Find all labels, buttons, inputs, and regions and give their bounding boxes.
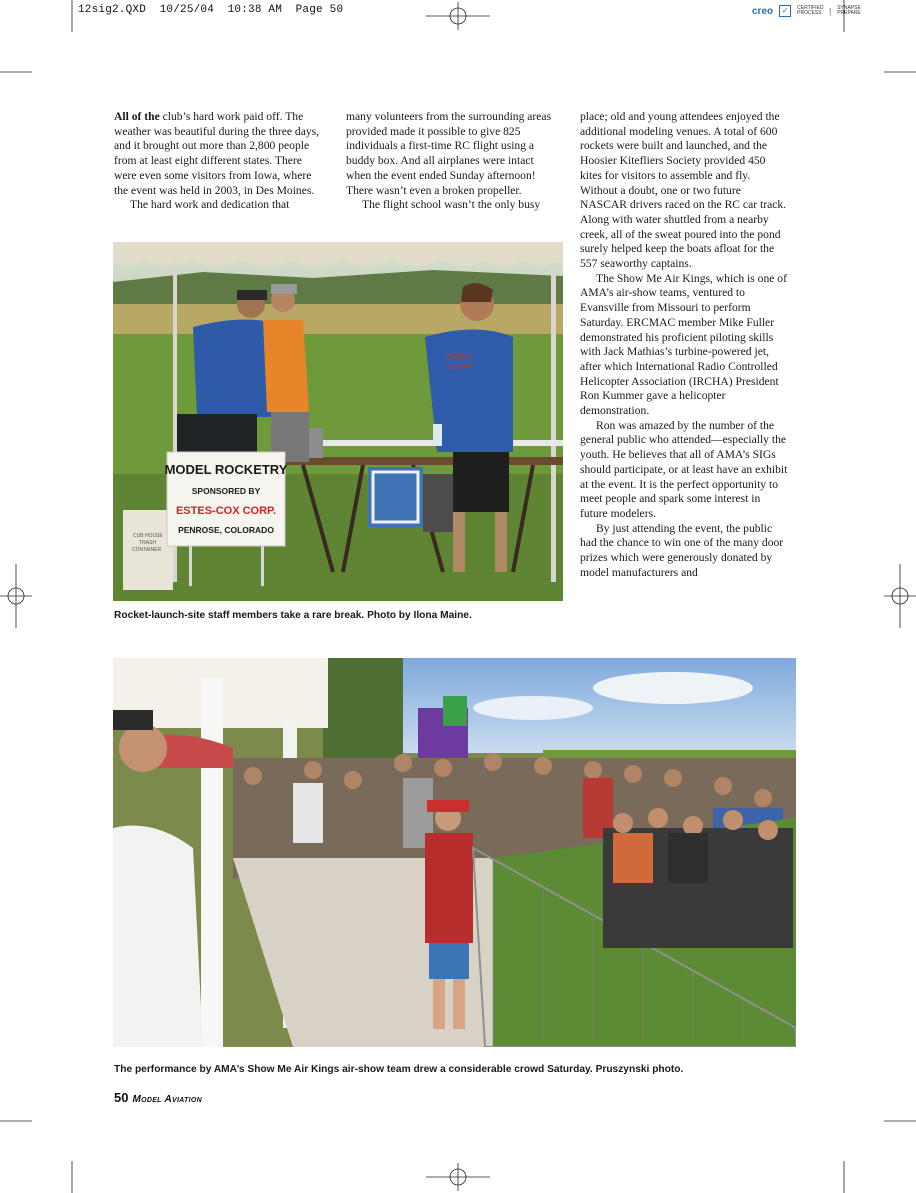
page-folio — [114, 1090, 202, 1105]
paragraph: The hard work and dedication that — [130, 198, 290, 212]
air-show-crowd-photo — [113, 658, 796, 1047]
text-column-3 — [580, 110, 790, 581]
sign-line: ESTES-COX CORP. — [175, 505, 277, 517]
logo-separator: | — [829, 6, 832, 16]
rocket-site-illustration — [113, 242, 563, 601]
paragraph: By just attending the event, the public had the chance to win one of the many door prizes which were generously donated by model manufacturers and — [580, 521, 784, 579]
shirt-text-line: STAFF — [448, 362, 473, 371]
paragraph: All of the club’s hard work paid off. The weather was beautiful during the three days, and it brought out more than 2,800 people from at least eight different states. There were even some visitors from Iowa, where the event was held in 2003, in Des Moines. — [114, 110, 320, 197]
paragraph: many volunteers from the surrounding areas provided made it possible to give 825 individuals a first-time RC flight using a buddy box. And all airplanes were intact when the event ended Sunday afternoon! There wasn’t even a broken propeller. — [346, 110, 552, 197]
air-show-crowd-illustration — [113, 658, 796, 1047]
paragraph: Ron was amazed by the number of the general public who attended—especially the youth. He believes that all of AMA’s SIGs should participate, or at least have an exhibit at the event. It is the perfect opportunity to meet people and spark some interest in future modelers. — [580, 418, 788, 520]
paragraph: place; old and young attendees enjoyed the additional modeling venues. A total of 600 rockets were built and launched, and the Hoosier Kitefliers Society provided 450 kites for visitors to assemble and fly. Without a doubt, one or two future NASCAR drivers raced on the RC car track. Along with water shuttled from a nearby creek, all of the sweat poured into the pond surely helped keep the boats afloat for the 557 seaworthy captains. — [580, 110, 787, 271]
paragraph: The Show Me Air Kings, which is one of AMA’s air-show teams, ventured to Evansville from Missouri to perform Saturday. ERCMAC member Mike Fuller demonstrated his proficient piloting skills with Jack Mathias’s turbine-powered jet, after which International Radio Controlled Helicopter Association (IRCHA) President Ron Kummer gave a helicopter demonstration. — [580, 271, 787, 418]
checkmark-icon: ✓ — [779, 5, 791, 17]
synapse-prepare-logo: SYNAPSE PREPARE — [837, 5, 861, 16]
page-number: 50 — [114, 1090, 129, 1105]
text-column-1 — [114, 110, 326, 213]
shirt-text-line: EVENT — [446, 353, 473, 362]
creo-logo: creo — [752, 5, 774, 17]
paragraph: The flight school wasn’t the only busy — [362, 198, 541, 212]
sign-line: MODEL ROCKETRY — [164, 462, 288, 477]
prepress-logos — [752, 5, 863, 17]
text-column-2 — [346, 110, 560, 213]
trash-label-line: CUB HOUSE — [133, 533, 163, 539]
trash-label-line: CONTAINER — [132, 547, 162, 553]
sign-line: PENROSE, COLORADO — [178, 525, 274, 535]
photo1-caption: Rocket-launch-site staff members take a rare break. Photo by Ilona Maine. — [114, 610, 472, 621]
magazine-name: Model Aviation — [132, 1094, 202, 1105]
certified-process-logo: CERTIFIED PROCESS — [797, 5, 824, 16]
trash-label-line: TRASH — [139, 540, 156, 546]
file-slug: 12sig2.QXD 10/25/04 10:38 AM Page 50 — [78, 4, 344, 16]
sign-line: SPONSORED BY — [191, 486, 261, 496]
photo2-caption: The performance by AMA’s Show Me Air Kings air-show team drew a considerable crowd Saturday. Pruszynski photo. — [114, 1064, 684, 1075]
rocket-site-photo — [113, 242, 563, 601]
